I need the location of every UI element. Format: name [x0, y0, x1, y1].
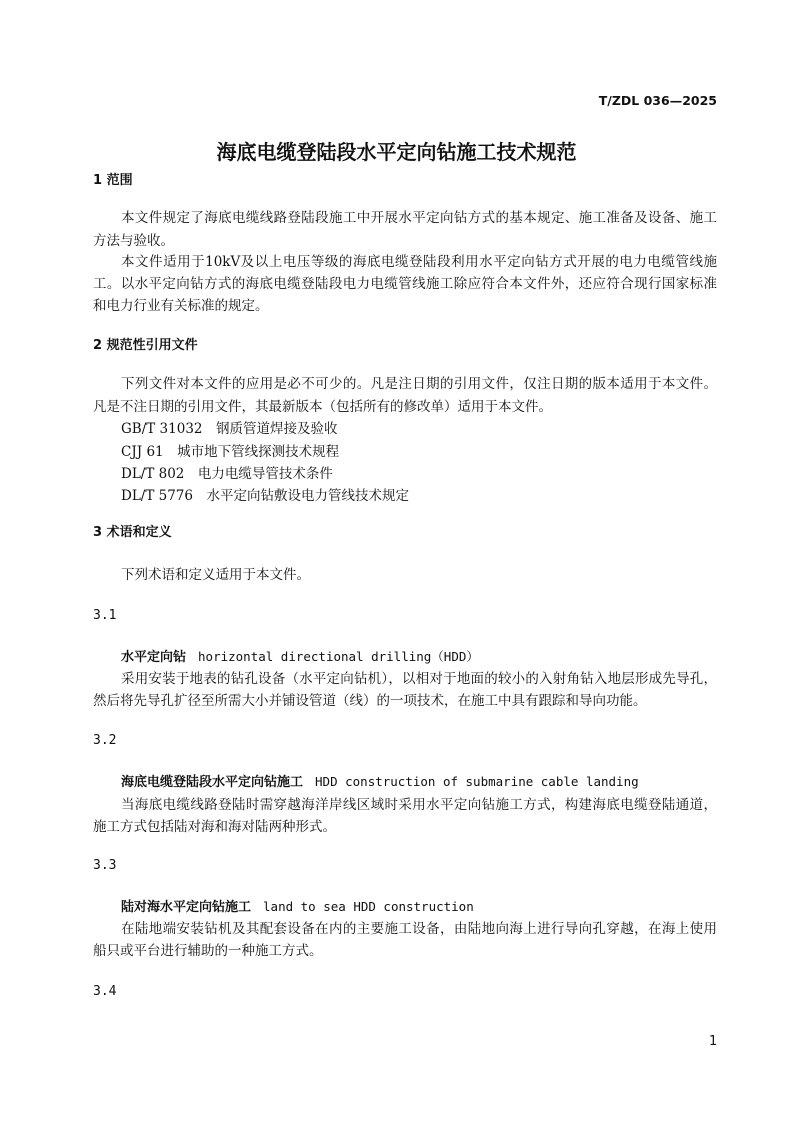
paragraph-line: 然后将先导孔扩径至所需大小并铺设管道（线）的一项技术，在施工中具有跟踪和导向功能。	[93, 693, 647, 709]
reference-item: DL/T 5776 水平定向钻敷设电力管线技术规定	[121, 488, 409, 504]
paragraph-line: 船只或平台进行辅助的一种施工方式。	[93, 943, 323, 959]
reference-item: CJJ 61 城市地下管线探测技术规程	[121, 444, 340, 460]
reference-item: DL/T 802 电力电缆导管技术条件	[121, 466, 333, 482]
paragraph-line: 凡是不注日期的引用文件，其最新版本（包括所有的修改单）适用于本文件。	[93, 399, 552, 415]
paragraph-line: 当海底电缆线路登陆时需穿越海洋岸线区域时采用水平定向钻施工方式，构建海底电缆登陆通道，	[121, 797, 717, 813]
clause-number: 3.4	[93, 984, 117, 999]
paragraph-line: 下列术语和定义适用于本文件。	[121, 567, 310, 583]
section-heading: 2 规范性引用文件	[93, 338, 198, 353]
paragraph-line: 采用安装于地表的钻孔设备（水平定向钻机），以相对于地面的较小的入射角钻入地层形成先导孔，	[121, 671, 717, 687]
paragraph-line: 工。以水平定向钻方式的海底电缆登陆段电力电缆管线施工除应符合本文件外，还应符合现行国家标准	[93, 276, 717, 292]
section-heading: 3 术语和定义	[93, 525, 172, 540]
term-en: horizontal directional drilling（HDD）	[198, 649, 479, 664]
paragraph-line: 下列文件对本文件的应用是必不可少的。凡是注日期的引用文件，仅注日期的版本适用于本文件。	[121, 376, 717, 392]
section-heading: 1 范围	[93, 173, 133, 188]
paragraph-line: 本文件适用于10kV及以上电压等级的海底电缆登陆段利用水平定向钻方式开展的电力电缆管线施	[121, 254, 717, 270]
paragraph-line: 本文件规定了海底电缆线路登陆段施工中开展水平定向钻方式的基本规定、施工准备及设备、施工	[121, 210, 717, 226]
term-entry	[121, 772, 639, 793]
document-title: 海底电缆登陆段水平定向钻施工技术规范	[216, 140, 577, 164]
paragraph-line: 方法与验收。	[93, 233, 174, 249]
paragraph-line: 施工方式包括陆对海和海对陆两种形式。	[93, 819, 336, 835]
page-number: 1	[709, 1034, 718, 1049]
clause-number: 3.1	[93, 608, 117, 623]
paragraph-line: 和电力行业有关标准的规定。	[93, 298, 269, 314]
paragraph-line: 在陆地端安装钻机及其配套设备在内的主要施工设备，由陆地向海上进行导向孔穿越，在海上使用	[121, 921, 717, 937]
term-zh: 水平定向钻	[121, 650, 187, 665]
term-entry	[121, 647, 479, 668]
term-zh: 海底电缆登陆段水平定向钻施工	[121, 775, 304, 790]
term-zh: 陆对海水平定向钻施工	[121, 900, 252, 915]
term-entry	[121, 897, 474, 918]
term-en: land to sea HDD construction	[263, 899, 474, 914]
standard-code: T/ZDL 036—2025	[598, 93, 717, 108]
clause-number: 3.2	[93, 733, 117, 748]
term-en: HDD construction of submarine cable landing	[315, 774, 639, 789]
clause-number: 3.3	[93, 858, 117, 873]
reference-item: GB/T 31032 钢质管道焊接及验收	[121, 421, 338, 437]
